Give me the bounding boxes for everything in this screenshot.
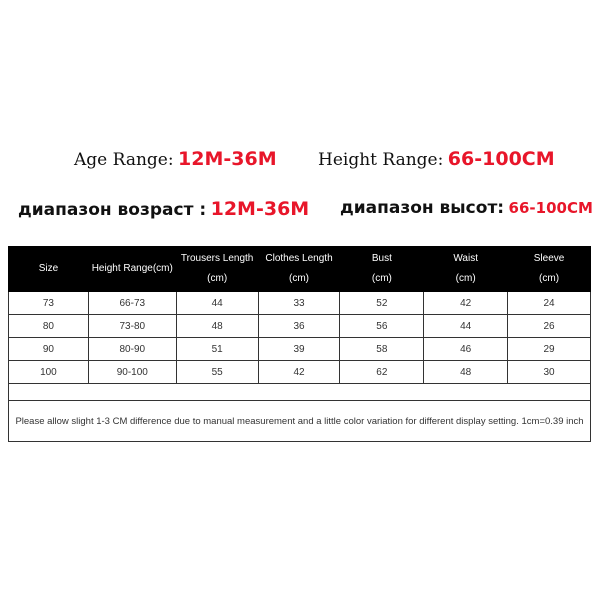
cell-height-range: 66-73 (88, 292, 176, 315)
cell-bust: 58 (340, 338, 424, 361)
header-bust: Bust (cm) (340, 247, 424, 292)
cell-waist: 44 (424, 315, 508, 338)
cell-height-range: 90-100 (88, 361, 176, 384)
height-range-value-en: 66-100CM (447, 148, 555, 170)
age-range-label-ru: диапазон возраст : (18, 200, 207, 220)
header-trousers-length: Trousers Length (cm) (176, 247, 258, 292)
height-range-en (318, 148, 555, 170)
cell-clothes-length: 42 (258, 361, 340, 384)
cell-bust: 52 (340, 292, 424, 315)
cell-trousers-length: 55 (176, 361, 258, 384)
age-range-en (74, 148, 277, 170)
header-waist: Waist (cm) (424, 247, 508, 292)
height-range-label-en: Height Range: (318, 150, 444, 170)
table-row (9, 315, 591, 338)
measurement-note: Please allow slight 1-3 CM difference due to manual measurement and a little color variation for different display setting. 1cm=0.39 inch (9, 401, 591, 442)
cell-height-range: 73-80 (88, 315, 176, 338)
cell-waist: 46 (424, 338, 508, 361)
cell-height-range: 80-90 (88, 338, 176, 361)
cell-trousers-length: 48 (176, 315, 258, 338)
cell-waist: 42 (424, 292, 508, 315)
cell-sleeve: 30 (508, 361, 591, 384)
height-range-label-ru: диапазон высот: (340, 198, 505, 218)
cell-clothes-length: 36 (258, 315, 340, 338)
spacer-cell (9, 384, 591, 401)
table-row (9, 361, 591, 384)
age-range-label-en: Age Range: (74, 150, 174, 170)
table-row (9, 338, 591, 361)
header-clothes-length: Clothes Length (cm) (258, 247, 340, 292)
cell-size: 80 (9, 315, 89, 338)
table-header-row (9, 247, 591, 292)
header-height-range: Height Range(cm) (88, 247, 176, 292)
cell-sleeve: 29 (508, 338, 591, 361)
cell-clothes-length: 33 (258, 292, 340, 315)
age-range-value-ru: 12M-36M (210, 198, 310, 220)
cell-sleeve: 24 (508, 292, 591, 315)
cell-bust: 62 (340, 361, 424, 384)
header-size: Size (9, 247, 89, 292)
cell-waist: 48 (424, 361, 508, 384)
cell-trousers-length: 51 (176, 338, 258, 361)
cell-sleeve: 26 (508, 315, 591, 338)
cell-bust: 56 (340, 315, 424, 338)
table-row (9, 292, 591, 315)
cell-trousers-length: 44 (176, 292, 258, 315)
height-range-value-ru: 66-100CM (508, 199, 593, 217)
cell-size: 90 (9, 338, 89, 361)
table-note-row (9, 401, 591, 442)
age-range-value-en: 12M-36M (178, 148, 277, 170)
height-range-ru (340, 198, 593, 218)
size-chart-table (8, 246, 591, 442)
cell-size: 73 (9, 292, 89, 315)
age-range-ru (18, 198, 309, 220)
cell-clothes-length: 39 (258, 338, 340, 361)
cell-size: 100 (9, 361, 89, 384)
header-sleeve: Sleeve (cm) (508, 247, 591, 292)
table-spacer-row (9, 384, 591, 401)
